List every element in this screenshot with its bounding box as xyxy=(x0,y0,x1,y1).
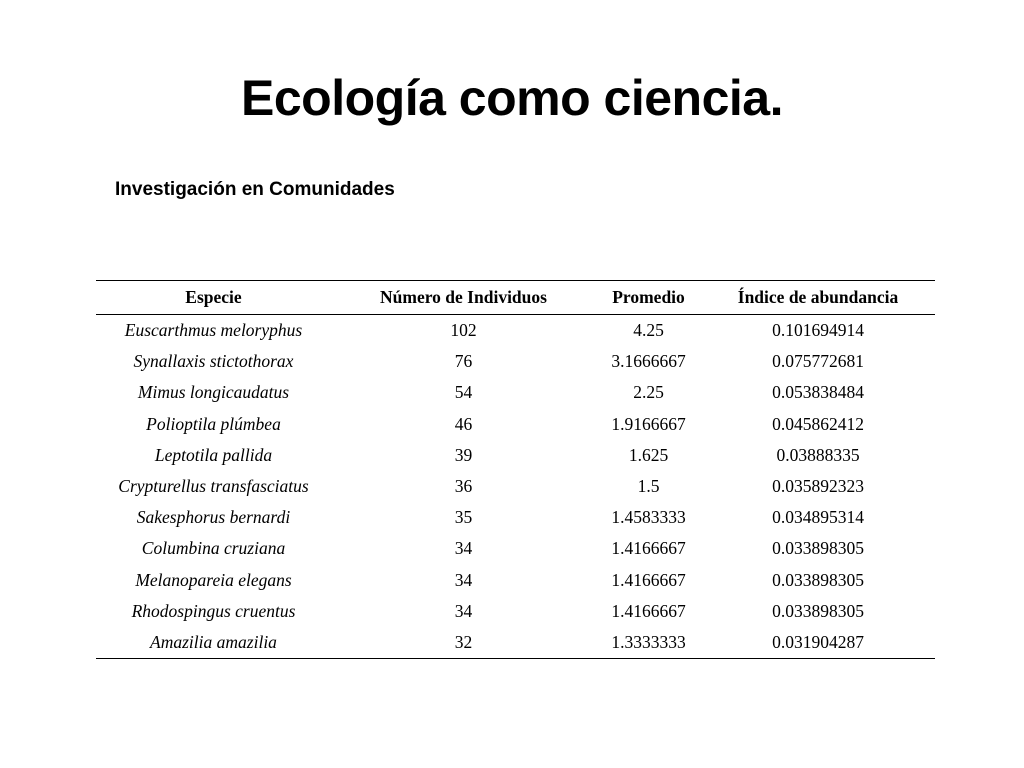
table-row xyxy=(96,346,935,377)
average-value: 1.4166667 xyxy=(611,538,686,559)
individual-count: 35 xyxy=(454,507,473,528)
average-value: 1.4583333 xyxy=(611,507,686,528)
table-row xyxy=(96,502,935,533)
header-abundance-index: Índice de abundancia xyxy=(701,281,935,315)
table-row xyxy=(96,315,935,347)
slide-title: Ecología como ciencia. xyxy=(241,70,783,126)
species-name: Sakesphorus bernardi xyxy=(136,507,291,528)
individual-count: 76 xyxy=(454,351,473,372)
table-row xyxy=(96,596,935,627)
header-individual-count: Número de Individuos xyxy=(331,281,596,315)
abundance-index: 0.035892323 xyxy=(772,476,864,497)
abundance-index: 0.101694914 xyxy=(772,320,864,341)
individual-count: 32 xyxy=(454,631,473,652)
species-name: Synallaxis stictothorax xyxy=(133,351,294,372)
average-value: 1.3333333 xyxy=(611,631,686,652)
average-value: 1.4166667 xyxy=(611,600,686,621)
table-row xyxy=(96,565,935,596)
average-value: 2.25 xyxy=(633,382,664,403)
average-value: 1.9166667 xyxy=(611,413,686,434)
species-name: Crypturellus transfasciatus xyxy=(118,476,309,497)
table-row xyxy=(96,440,935,471)
species-name: Leptotila pallida xyxy=(154,444,273,465)
table-row xyxy=(96,471,935,502)
table-row xyxy=(96,409,935,440)
individual-count: 102 xyxy=(450,320,477,341)
slide-subtitle: Investigación en Comunidades xyxy=(115,179,395,200)
abundance-index: 0.034895314 xyxy=(772,507,864,528)
abundance-index: 0.033898305 xyxy=(772,600,864,621)
table-row xyxy=(96,377,935,408)
table-header-row xyxy=(96,281,935,315)
species-name: Rhodospingus cruentus xyxy=(131,600,296,621)
abundance-index: 0.053838484 xyxy=(772,382,864,403)
species-name: Euscarthmus meloryphus xyxy=(124,320,303,341)
table-row xyxy=(96,627,935,659)
abundance-index: 0.045862412 xyxy=(772,413,864,434)
average-value: 1.5 xyxy=(637,476,660,497)
species-name: Columbina cruziana xyxy=(141,538,286,559)
species-name: Melanopareia elegans xyxy=(135,569,292,590)
abundance-index: 0.033898305 xyxy=(772,569,864,590)
abundance-index: 0.03888335 xyxy=(776,444,860,465)
species-name: Mimus longicaudatus xyxy=(137,382,290,403)
average-value: 1.4166667 xyxy=(611,569,686,590)
abundance-index: 0.033898305 xyxy=(772,538,864,559)
individual-count: 34 xyxy=(454,600,473,621)
abundance-index: 0.031904287 xyxy=(772,631,864,652)
individual-count: 46 xyxy=(454,413,473,434)
header-average: Promedio xyxy=(596,281,701,315)
table-row xyxy=(96,533,935,564)
abundance-index: 0.075772681 xyxy=(772,351,864,372)
header-species: Especie xyxy=(96,281,331,315)
average-value: 4.25 xyxy=(633,320,664,341)
individual-count: 39 xyxy=(454,444,473,465)
individual-count: 34 xyxy=(454,569,473,590)
individual-count: 34 xyxy=(454,538,473,559)
average-value: 1.625 xyxy=(628,444,669,465)
species-abundance-table xyxy=(96,280,935,659)
individual-count: 36 xyxy=(454,476,473,497)
average-value: 3.1666667 xyxy=(611,351,686,372)
species-name: Amazilia amazilia xyxy=(150,631,277,652)
individual-count: 54 xyxy=(454,382,473,403)
species-name: Polioptila plúmbea xyxy=(146,413,281,434)
